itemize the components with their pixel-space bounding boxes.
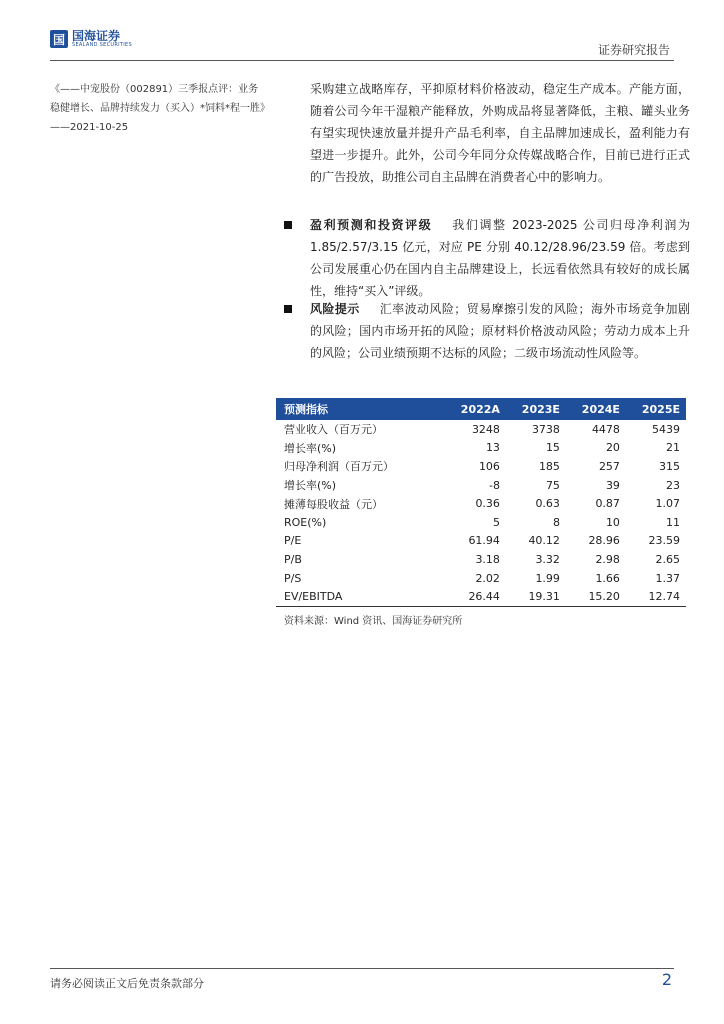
- table-cell: 4478: [591, 422, 620, 436]
- column-header: 2025E: [626, 398, 686, 420]
- table-cell: -8: [488, 478, 500, 492]
- table-row: [276, 550, 686, 569]
- table-cell: 15.20: [566, 587, 626, 606]
- table-cell: 21: [666, 441, 680, 455]
- table-cell: 1.37: [655, 571, 680, 585]
- table-cell: 185: [538, 459, 560, 473]
- table-cell: 0.36: [475, 497, 500, 511]
- row-label: ROE(%): [284, 515, 327, 529]
- table-cell: 39: [605, 478, 620, 492]
- table-cell: 2.65: [655, 552, 680, 566]
- table-cell: 106: [478, 459, 500, 473]
- table-row: [276, 569, 686, 588]
- table-cell: 26.44: [445, 587, 506, 606]
- table-cell: 13: [485, 441, 500, 455]
- table-cell: 2.02: [475, 571, 500, 585]
- table-row: [276, 532, 686, 551]
- table-cell: 28.96: [588, 534, 620, 548]
- logo-mark-icon: 国: [50, 30, 68, 48]
- earnings-forecast-section: [284, 214, 690, 302]
- table-cell: 11: [666, 515, 680, 529]
- intro-paragraph: 采购建立战略库存，平抑原材料价格波动，稳定生产成本。产能方面，随着公司今年干湿粮产能释放，外购成品将显著降低，主粮、罐头业务有望实现快速放量并提升产品毛利率，自主品牌加速成长，盈利能力有望进一步提升。此外，公司今年同分众传媒战略合作，目前已进行正式的广告投放，助推公司自主品牌在消费者心中的影响力。: [310, 82, 690, 184]
- table-header-row: [276, 398, 686, 420]
- logo-name-cn: 国海证券: [72, 29, 121, 43]
- table-cell: 0.87: [595, 497, 620, 511]
- column-header: 2023E: [506, 398, 566, 420]
- row-label: P/S: [284, 571, 302, 585]
- row-label: P/E: [284, 534, 302, 548]
- table-cell: 61.94: [468, 534, 500, 548]
- table-cell: 5: [492, 515, 500, 529]
- table-cell: 23: [666, 478, 680, 492]
- table-row: [276, 420, 686, 439]
- table-source-note: 资料来源：Wind 资讯、国海证券研究所: [284, 616, 463, 627]
- section-title: 风险提示: [310, 302, 360, 316]
- row-label: 增长率(%): [284, 479, 337, 493]
- sealand-logo: [50, 30, 132, 48]
- section-body: 我们调整 2023-2025 公司归母净利润为1.85/2.57/3.15 亿元，对应 PE 分别 40.12/28.96/23.59 倍。考虑到公司发展重心仍在国内自主品牌建设上，长远看依然具有较好的成长属性，维持“买入”评级。: [310, 218, 690, 298]
- table-cell: 12.74: [626, 587, 686, 606]
- column-header: 2024E: [566, 398, 626, 420]
- page-header: [50, 28, 674, 61]
- table-row: [276, 587, 686, 606]
- table-cell: 5439: [652, 422, 680, 436]
- table-row: [276, 439, 686, 458]
- footer-divider: [50, 968, 674, 969]
- table-cell: 257: [598, 459, 620, 473]
- table-cell: 3.32: [535, 552, 560, 566]
- column-header: 预测指标: [276, 398, 445, 420]
- row-label: 归母净利润（百万元）: [284, 460, 394, 474]
- table-cell: 2.98: [595, 552, 620, 566]
- related-report-note: 《——中宠股份（002891）三季报点评：业务稳健增长、品牌持续发力（买入）*饲料*程一胜》——2021-10-25: [50, 84, 265, 133]
- row-label: 增长率(%): [284, 441, 337, 455]
- table-cell: 315: [659, 459, 680, 473]
- table-row: [276, 476, 686, 495]
- table-cell: 20: [605, 441, 620, 455]
- row-label: EV/EBITDA: [276, 587, 445, 606]
- square-bullet-icon: [284, 305, 292, 313]
- row-label: 摊薄每股收益（元）: [284, 497, 383, 511]
- square-bullet-icon: [284, 221, 292, 229]
- table-cell: 1.66: [595, 571, 620, 585]
- table-cell: 3738: [531, 422, 560, 436]
- table-cell: 1.07: [655, 497, 680, 511]
- table-cell: 1.99: [535, 571, 560, 585]
- disclaimer-note: 请务必阅读正文后免责条款部分: [50, 977, 204, 990]
- forecast-table: [276, 398, 686, 607]
- table-cell: 15: [545, 441, 560, 455]
- table-cell: 8: [552, 515, 560, 529]
- report-type-label: 证券研究报告: [597, 43, 670, 57]
- row-label: 营业收入（百万元）: [284, 423, 383, 437]
- section-title: 盈利预测和投资评级: [310, 218, 433, 232]
- table-cell: 10: [605, 515, 620, 529]
- logo-name-en: SEALAND SECURITIES: [72, 42, 132, 48]
- table-row: [276, 494, 686, 513]
- row-label: P/B: [284, 552, 302, 566]
- section-body: 汇率波动风险；贸易摩擦引发的风险；海外市场竞争加剧的风险；国内市场开拓的风险；原材料价格波动风险；劳动力成本上升的风险；公司业绩预期不达标的风险；二级市场流动性风险等。: [310, 302, 690, 360]
- column-header: 2022A: [445, 398, 506, 420]
- risk-warning-section: [284, 298, 690, 364]
- table-row: [276, 457, 686, 476]
- table-cell: 3248: [471, 422, 500, 436]
- table-cell: 3.18: [475, 552, 500, 566]
- table-cell: 23.59: [648, 534, 680, 548]
- table-row: [276, 513, 686, 532]
- table-cell: 19.31: [506, 587, 566, 606]
- page-number: 2: [661, 970, 672, 989]
- table-cell: 75: [545, 478, 560, 492]
- table-cell: 40.12: [528, 534, 560, 548]
- table-cell: 0.63: [535, 497, 560, 511]
